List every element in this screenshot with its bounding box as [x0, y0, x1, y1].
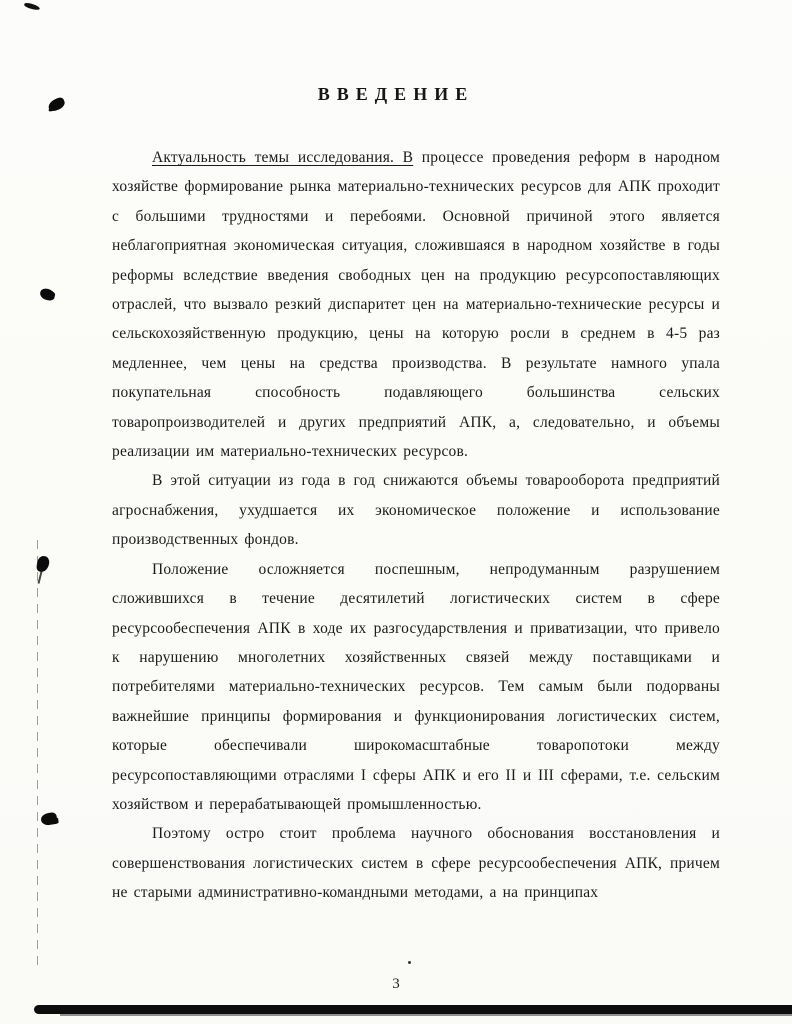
- scan-artifact-edge-line: [37, 540, 38, 965]
- page-number: 3: [392, 976, 400, 992]
- scan-artifact-dot: [408, 961, 411, 964]
- scan-artifact-ink-blob: [40, 812, 58, 827]
- paragraph-lead-rest: процессе проведения реформ в народном хозяйстве формирование рынка материально-технических ресурсов для АПК проходит с большими трудностями и перебоями. Основной причиной этого является неблагоприятная экономическая ситуация, сложившаяся в народном хозяйстве в годы реформы вследствие введения свободных цен на продукцию ресурсопоставляющих отраслей, что вызвало резкий диспаритет цен на материально-технические ресурсы и сельскохозяйственную продукцию, цены на которую росли в среднем в 4-5 раз медленнее, чем цены на средства производства. В результате намного упала покупательная способность подавляющего большинства сельских товаропроизводителей и других предприятий АПК, а, следовательно, и объемы реализации им материально-технических ресурсов.: [112, 149, 720, 461]
- paragraph-actuality: [112, 143, 720, 466]
- paragraph: В этой ситуации из года в год снижаются объемы товарооборота предприятий агроснабжения, ухудшается их экономическое положение и использование производственных фондов.: [112, 472, 720, 549]
- paragraph: Поэтому остро стоит проблема научного обоснования восстановления и совершенствования логистических систем в сфере ресурсообеспечения АПК, причем не старыми административно-командными методами, а на принципах: [112, 825, 720, 902]
- document-body: [112, 143, 720, 908]
- paragraph-lead-underlined: Актуальность темы исследования. В: [152, 149, 414, 166]
- scan-artifact-ink-blob: [39, 287, 56, 301]
- scan-artifact-ink-blob: [36, 555, 50, 573]
- scan-artifact-bottom-bar-shadow: [60, 1014, 792, 1016]
- paragraph: Положение осложняется поспешным, непродуманным разрушением сложившихся в течение десятилетий логистических систем в сфере ресурсообеспечения АПК в ходе их разгосударствления и приватизации, что привело к нарушению многолетних хозяйственных связей между поставщиками и потребителями материально-технических ресурсов. Тем самым были подорваны важнейшие принципы формирования и функционирования логистических систем, которые обеспечивали широкомасштабные товаропотоки между ресурсопоставляющими отраслями I сферы АПК и его II и III сферами, т.е. сельским хозяйством и перерабатывающей промышленностью.: [112, 560, 720, 813]
- scan-artifact-bottom-bar: [34, 1005, 792, 1014]
- page-title: ВВЕДЕНИЕ: [317, 84, 475, 104]
